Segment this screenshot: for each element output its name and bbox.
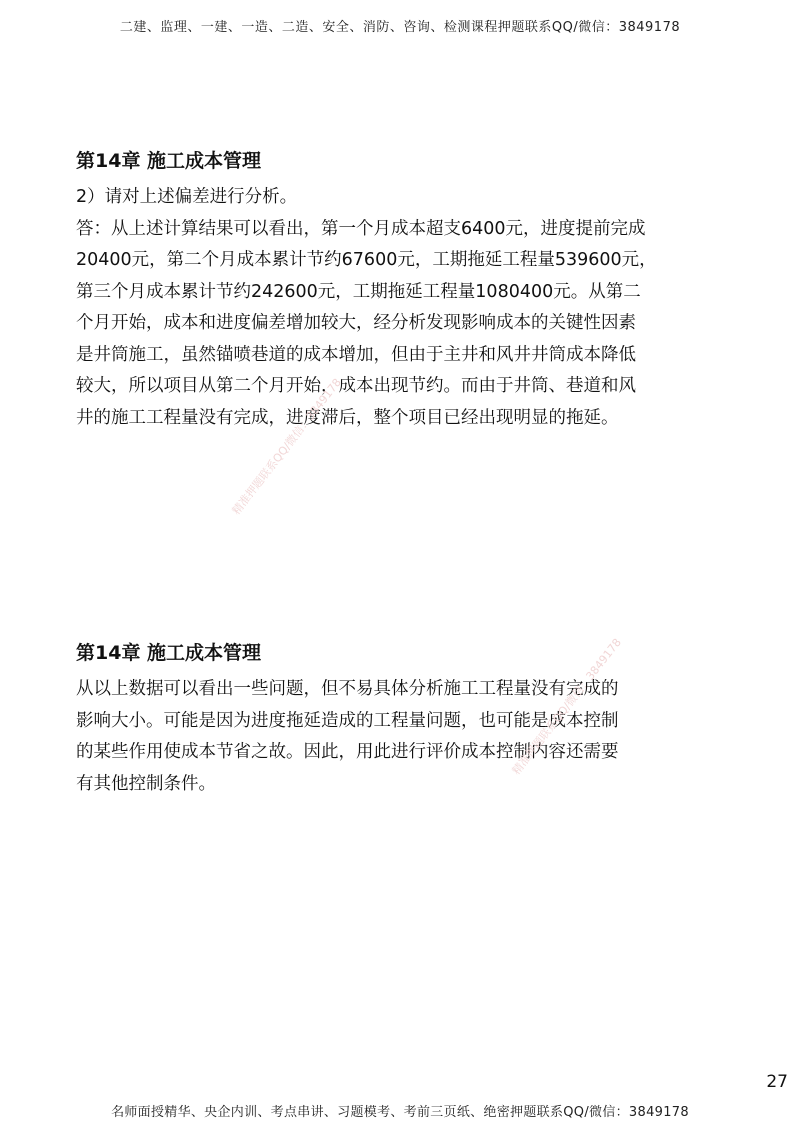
paragraph-line: 从以上数据可以看出一些问题，但不易具体分析施工工程量没有完成的 [76,679,619,699]
paragraph-line: 的某些作用使成本节省之故。因此，用此进行评价成本控制内容还需要 [76,742,619,762]
paragraph-line: 较大，所以项目从第二个月开始，成本出现节约。而由于井筒、巷道和风 [76,376,636,396]
footer-banner: 名师面授精华、央企内训、考点串讲、习题模考、考前三页纸、绝密押题联系QQ/微信：3849178 [111,1105,689,1120]
paragraph-line: 个月开始，成本和进度偏差增加较大，经分析发现影响成本的关键性因素 [76,313,636,333]
paragraph-line: 答：从上述计算结果可以看出，第一个月成本超支6400元，进度提前完成 [76,218,646,239]
watermark-text: 精准押题联系QQ/微信：3849178 [509,636,624,778]
paragraph-line: 有其他控制条件。 [76,773,216,794]
chapter-title: 第14章 施工成本管理 [76,150,262,172]
paragraph-line: 2）请对上述偏差进行分析。 [76,187,298,207]
paragraph-line: 20400元，第二个月成本累计节约67600元，工期拖延工程量539600元， [76,250,657,270]
watermark-text: 精准押题联系QQ/微信：3849178 [229,376,344,518]
section-cost-control-evaluation [76,640,726,800]
paragraph-line: 是井筒施工，虽然锚喷巷道的成本增加，但由于主井和风井井筒成本降低 [76,344,636,365]
paragraph-line: 第三个月成本累计节约242600元，工期拖延工程量1080400元。从第二 [76,281,641,302]
section-cost-deviation-analysis [76,148,726,434]
paragraph-line: 井的施工工程量没有完成，进度滞后，整个项目已经出现明显的拖延。 [76,407,619,428]
paragraph-line: 影响大小。可能是因为进度拖延造成的工程量问题，也可能是成本控制 [76,710,619,731]
page-number: 27 [766,1072,788,1092]
header-banner: 二建、监理、一建、一造、二造、安全、消防、咨询、检测课程押题联系QQ/微信：3849178 [119,20,681,35]
chapter-title: 第14章 施工成本管理 [76,642,262,664]
